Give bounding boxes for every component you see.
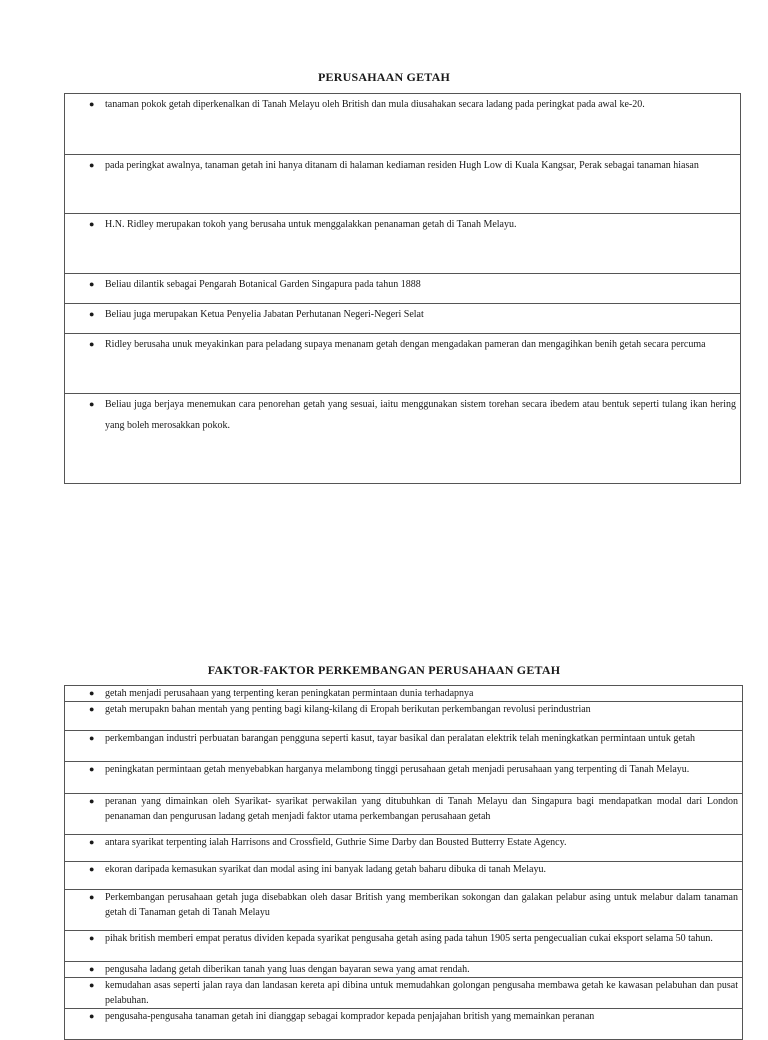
row-text: peningkatan permintaan getah menyebabkan harganya melambong tinggi perusahaan getah menjadi perusahaan yang terpenting di Tanah Melayu. bbox=[105, 764, 690, 775]
row-text: Beliau juga merupakan Ketua Penyelia Jabatan Perhutanan Negeri-Negeri Selat bbox=[105, 309, 424, 320]
row-text: Beliau juga berjaya menemukan cara penorehan getah yang sesuai, iaitu menggunakan sistem torehan secara ibedem atau bentuk seperti tulang ikan hering yang boleh merosakkan pokok. bbox=[105, 399, 736, 431]
table-cell bbox=[65, 94, 741, 155]
table-cell bbox=[65, 731, 743, 762]
table-row bbox=[65, 931, 743, 962]
bullet-icon: ● bbox=[89, 764, 95, 774]
row-text: Beliau dilantik sebagai Pengarah Botanical Garden Singapura pada tahun 1888 bbox=[105, 279, 421, 290]
table-row bbox=[65, 214, 741, 274]
bullet-icon: ● bbox=[89, 160, 95, 170]
row-text: pengusaha ladang getah diberikan tanah yang luas dengan bayaran sewa yang amat rendah. bbox=[105, 964, 470, 975]
bullet-icon: ● bbox=[89, 339, 95, 349]
bullet-icon: ● bbox=[89, 219, 95, 229]
row-text: ekoran daripada kemasukan syarikat dan modal asing ini banyak ladang getah baharu dibuka di tanah Melayu. bbox=[105, 864, 546, 875]
row-text: peranan yang dimainkan oleh Syarikat- syarikat perwakilan yang ditubuhkan di Tanah Melayu dan Singapura bagi mendapatkan modal dari London penanaman dan pengurusan ladang getah menjadi faktor utama perkembangan perusahaan getah bbox=[105, 796, 738, 822]
table-row bbox=[65, 731, 743, 762]
row-text: getah menjadi perusahaan yang terpenting keran peningkatan permintaan dunia terhadapnya bbox=[105, 688, 474, 699]
table-cell bbox=[65, 334, 741, 394]
bullet-icon: ● bbox=[89, 279, 95, 289]
bullet-icon: ● bbox=[89, 704, 95, 714]
table-cell bbox=[65, 686, 743, 702]
row-text: Ridley berusaha unuk meyakinkan para peladang supaya menanam getah dengan mengadakan pameran dan mengagihkan benih getah secara percuma bbox=[105, 339, 706, 350]
table-row bbox=[65, 702, 743, 731]
notes-table-perusahaan-getah bbox=[64, 93, 741, 484]
table-cell bbox=[65, 1009, 743, 1040]
row-text: H.N. Ridley merupakan tokoh yang berusaha untuk menggalakkan penanaman getah di Tanah Melayu. bbox=[105, 219, 517, 230]
bullet-icon: ● bbox=[89, 933, 95, 943]
row-text: pihak british memberi empat peratus dividen kepada syarikat pengusaha getah asing pada tahun 1905 serta pengecualian cukai eksport selama 50 tahun. bbox=[105, 933, 713, 944]
table-row bbox=[65, 835, 743, 862]
table-row bbox=[65, 1009, 743, 1040]
table-row bbox=[65, 155, 741, 214]
bullet-icon: ● bbox=[89, 964, 95, 974]
section-title-perusahaan-getah: PERUSAHAAN GETAH bbox=[318, 70, 450, 84]
bullet-icon: ● bbox=[89, 892, 95, 902]
row-text: antara syarikat terpenting ialah Harrisons and Crossfield, Guthrie Sime Darby dan Bousted Butterry Estate Agency. bbox=[105, 837, 567, 848]
table-cell bbox=[65, 155, 741, 214]
bullet-icon: ● bbox=[89, 1011, 95, 1021]
table-cell bbox=[65, 962, 743, 978]
table-cell bbox=[65, 890, 743, 931]
row-text: tanaman pokok getah diperkenalkan di Tanah Melayu oleh British dan mula diusahakan secara ladang pada peringkat pada awal ke-20. bbox=[105, 99, 645, 110]
table-row bbox=[65, 334, 741, 394]
bullet-icon: ● bbox=[89, 733, 95, 743]
table-cell bbox=[65, 862, 743, 890]
row-text: getah merupakn bahan mentah yang penting bagi kilang-kilang di Eropah berikutan perkembangan revolusi perindustrian bbox=[105, 704, 591, 715]
row-text: perkembangan industri perbuatan barangan pengguna seperti kasut, tayar basikal dan peralatan elektrik telah meningkatkan permintaan untuk getah bbox=[105, 733, 696, 744]
table-cell bbox=[65, 794, 743, 835]
notes-table-faktor-perkembangan bbox=[64, 685, 743, 1040]
table-row bbox=[65, 862, 743, 890]
bullet-icon: ● bbox=[89, 980, 95, 990]
table-row bbox=[65, 762, 743, 794]
bullet-icon: ● bbox=[89, 99, 95, 109]
table-row bbox=[65, 394, 741, 484]
table-row bbox=[65, 274, 741, 304]
table-row bbox=[65, 890, 743, 931]
section-title-faktor-perkembangan: FAKTOR-FAKTOR PERKEMBANGAN PERUSAHAAN GETAH bbox=[207, 663, 561, 677]
table-cell bbox=[65, 978, 743, 1009]
bullet-icon: ● bbox=[89, 309, 95, 319]
table-cell bbox=[65, 931, 743, 962]
bullet-icon: ● bbox=[89, 864, 95, 874]
table-cell bbox=[65, 762, 743, 794]
row-text: kemudahan asas seperti jalan raya dan landasan kereta api dibina untuk memudahkan golongan pengusaha membawa getah ke kawasan pelabuhan dan pusat pelabuhan. bbox=[105, 980, 738, 1006]
bullet-icon: ● bbox=[89, 796, 95, 806]
table-row bbox=[65, 304, 741, 334]
table-row bbox=[65, 962, 743, 978]
bullet-icon: ● bbox=[89, 399, 95, 409]
table-cell bbox=[65, 214, 741, 274]
table-cell bbox=[65, 274, 741, 304]
row-text: Perkembangan perusahaan getah juga disebabkan oleh dasar British yang memberikan sokongan dan galakan pelabur asing untuk melabur dalam tanaman getah di Tanaman getah di Tanah Melayu bbox=[105, 892, 738, 918]
table-row bbox=[65, 978, 743, 1009]
row-text: pada peringkat awalnya, tanaman getah ini hanya ditanam di halaman kediaman residen Hugh Low di Kuala Kangsar, Perak sebagai tanaman hiasan bbox=[105, 160, 699, 171]
table-cell bbox=[65, 702, 743, 731]
table-row bbox=[65, 794, 743, 835]
table-cell bbox=[65, 835, 743, 862]
table-cell bbox=[65, 394, 741, 484]
row-text: pengusaha-pengusaha tanaman getah ini dianggap sebagai komprador kepada penjajahan british yang memainkan peranan bbox=[105, 1011, 595, 1022]
table-row bbox=[65, 94, 741, 155]
table-cell bbox=[65, 304, 741, 334]
bullet-icon: ● bbox=[89, 688, 95, 698]
table-row bbox=[65, 686, 743, 702]
bullet-icon: ● bbox=[89, 837, 95, 847]
